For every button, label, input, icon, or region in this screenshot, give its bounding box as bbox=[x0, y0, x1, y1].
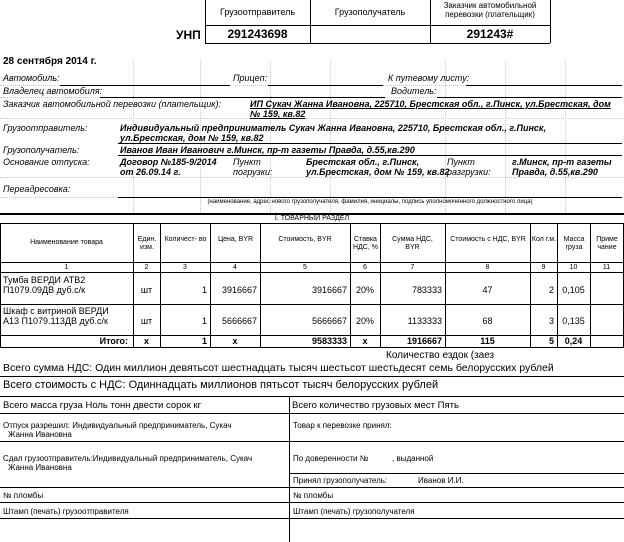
received-by-name: Иванов И.И. bbox=[418, 476, 464, 485]
places-total-words: Всего количество грузовых мест Пять bbox=[292, 400, 459, 411]
power-of-attorney-label: По доверенности № bbox=[293, 454, 369, 463]
col-number: 8 bbox=[485, 264, 490, 271]
row-vat-rate: 20% bbox=[355, 285, 374, 295]
row-name-line1: Тумба ВЕРДИ АТВ2 bbox=[3, 275, 86, 285]
cost-total-words: Всего стоимость с НДС: Одиннадцать миллионов пятьсот тысяч белорусских рублей bbox=[3, 379, 439, 391]
totals-label: Итого: bbox=[99, 336, 128, 346]
label-waybill: К путевому листу: bbox=[388, 73, 470, 83]
col-number: 3 bbox=[183, 264, 187, 271]
row-qty: 1 bbox=[201, 285, 207, 295]
col-mass: Масса груза bbox=[563, 236, 585, 251]
label-driver: Водитель: bbox=[391, 86, 437, 96]
release-allowed-line2: Жанна Ивановна bbox=[8, 430, 72, 439]
grid-line bbox=[565, 60, 566, 215]
value-consignee: Иванов Иван Иванович г.Минск, пр-т газеты Правда, д.55,кв.290 bbox=[120, 145, 415, 155]
unp-label: УНП bbox=[176, 28, 201, 42]
label-unload-point: Пункт разгрузки: bbox=[447, 157, 491, 177]
totals-vat-sum: 1916667 bbox=[406, 336, 442, 346]
label-basis: Основание отпуска: bbox=[3, 157, 90, 167]
mass-total-words: Всего масса груза Ноль тонн двести сорок кг bbox=[3, 400, 202, 411]
label-owner: Владелец автомобиля: bbox=[3, 86, 103, 96]
value-basis-2: от 26.09.14 г. bbox=[120, 167, 181, 177]
row-name-line1: Шкаф с витриной ВЕРДИ bbox=[3, 306, 109, 316]
col-number: 4 bbox=[233, 264, 237, 271]
label-trailer: Прицеп: bbox=[233, 73, 268, 83]
col-qty: Количест- во bbox=[164, 236, 207, 243]
row-name-line2: П1079.09ДВ дуб.с/к bbox=[3, 285, 86, 295]
section-title: I. ТОВАРНЫЙ РАЗДЕЛ bbox=[274, 215, 350, 222]
label-load-point: Пункт погрузки: bbox=[233, 157, 273, 177]
received-by-label: Принял грузополучатель: bbox=[293, 476, 388, 485]
stamp-consignee: Штамп (печать) грузополучателя bbox=[293, 507, 415, 516]
label-readdress: Переадресовка: bbox=[3, 184, 71, 194]
row-places: 3 bbox=[548, 316, 554, 326]
header-customer: Заказчик автомобильной перевозки (плательщик) bbox=[443, 1, 537, 19]
value-shipper-2: ул.Брестская, дом № 159, кв.82 bbox=[120, 133, 264, 143]
goods-accepted-label: Товар к перевозке принял: bbox=[293, 421, 392, 430]
header-shipper: Грузоотправитель bbox=[219, 7, 296, 17]
row-cost: 5666667 bbox=[311, 316, 347, 326]
value-unload-2: Правда, д.55,кв.290 bbox=[512, 167, 598, 177]
issued-label: , выданной bbox=[392, 454, 434, 463]
grid-line bbox=[0, 177, 624, 178]
totals-cost: 9583333 bbox=[311, 336, 347, 346]
label-shipper: Грузоотправитель: bbox=[3, 123, 88, 133]
col-note: Приме чание bbox=[596, 236, 618, 251]
header-consignee: Грузополучатель bbox=[334, 7, 406, 17]
row-places: 2 bbox=[548, 285, 554, 295]
col-unit: Един. изм. bbox=[137, 236, 157, 251]
trips-label: Количество ездок (заез bbox=[386, 350, 495, 361]
col-vat-sum: Сумма НДС, BYR bbox=[392, 236, 433, 251]
totals-places: 5 bbox=[548, 336, 554, 346]
totals-qty: 1 bbox=[201, 336, 207, 346]
totals-unit: x bbox=[143, 336, 149, 346]
row-total: 47 bbox=[482, 285, 493, 295]
row-price: 3916667 bbox=[221, 285, 257, 295]
row-cost: 3916667 bbox=[311, 285, 347, 295]
col-number: 5 bbox=[303, 264, 307, 271]
value-load-2: ул.Брестская, дом № 159, кв.82 bbox=[306, 167, 450, 177]
unp-shipper: 291243698 bbox=[227, 27, 288, 41]
value-customer-1: ИП Сукач Жанна Ивановна, 225710, Брестская обл., г.Пинск, ул.Брестская, дом bbox=[250, 99, 611, 109]
seal-number-consignee: № пломбы bbox=[293, 491, 334, 500]
row-mass: 0,135 bbox=[562, 316, 585, 326]
value-customer-2: № 159, кв.82 bbox=[250, 109, 306, 119]
readdress-hint: (наименование, адрес нового грузополучателя, фамилия, инициалы, подпись уполномоченного должностного лица) bbox=[207, 199, 533, 205]
row-mass: 0,105 bbox=[562, 285, 585, 295]
grid-line bbox=[445, 60, 446, 215]
unp-customer: 291243# bbox=[466, 27, 514, 41]
row-qty: 1 bbox=[201, 316, 207, 326]
col-number: 6 bbox=[363, 264, 367, 271]
row-vat-sum: 1133333 bbox=[407, 316, 442, 326]
totals-total: 115 bbox=[480, 336, 495, 346]
document-date: 28 сентября 2014 г. bbox=[3, 56, 97, 67]
label-consignee: Грузополучатель: bbox=[3, 145, 80, 155]
value-basis-1: Договор №185-9/2014 bbox=[120, 157, 217, 167]
shipped-by-line2: Жанна Ивановна bbox=[8, 463, 72, 472]
release-allowed-line1: Отпуск разрешил: Индивидуальный предприниматель, Сукач bbox=[3, 421, 232, 430]
seal-number-shipper: № пломбы bbox=[3, 491, 44, 500]
totals-mass: 0,24 bbox=[564, 336, 583, 346]
row-name-line2: А13 П1079.113ДВ дуб.с/к bbox=[3, 316, 108, 326]
col-total: Стоимость с НДС, BYR bbox=[450, 236, 526, 243]
col-number: 11 bbox=[602, 264, 611, 271]
row-vat-sum: 783333 bbox=[411, 285, 442, 295]
totals-vat-rate: x bbox=[362, 336, 368, 346]
row-vat-rate: 20% bbox=[355, 316, 374, 326]
row-price: 5666667 bbox=[221, 316, 257, 326]
stamp-shipper: Штамп (печать) грузоотправителя bbox=[3, 507, 129, 516]
grid-line bbox=[505, 60, 506, 215]
col-number: 2 bbox=[144, 264, 149, 271]
value-load-1: Брестская обл., г.Пинск, bbox=[306, 157, 420, 167]
value-unload-1: г.Минск, пр-т газеты bbox=[512, 157, 612, 167]
col-number: 10 bbox=[569, 264, 578, 271]
grid-line bbox=[270, 60, 271, 215]
row-unit: шт bbox=[140, 285, 153, 295]
value-shipper-1: Индивидуальный предприниматель Сукач Жанна Ивановна, 225710, Брестская обл., г.Пинск, bbox=[120, 123, 546, 133]
row-unit: шт bbox=[140, 316, 153, 326]
col-name: Наименование товара bbox=[30, 239, 103, 246]
col-price: Цена, BYR bbox=[217, 236, 254, 243]
col-number: 9 bbox=[541, 264, 546, 271]
shipped-by-line1: Сдал грузоотправитель:Индивидуальный предприниматель, Сукач bbox=[3, 454, 253, 463]
label-car: Автомобиль: bbox=[3, 73, 60, 83]
col-places: Кол г.м. bbox=[531, 236, 557, 243]
col-cost: Стоимость, BYR bbox=[278, 236, 332, 243]
grid-line bbox=[330, 60, 331, 215]
col-number: 1 bbox=[64, 264, 69, 271]
col-vat-rate: Ставка НДС, % bbox=[353, 236, 378, 251]
grid-line bbox=[0, 118, 624, 119]
totals-price: x bbox=[232, 336, 238, 346]
label-customer: Заказчик автомобильной перевозки (плательщик): bbox=[3, 99, 221, 109]
col-number: 7 bbox=[410, 264, 415, 271]
vat-total-words: Всего сумма НДС: Один миллион девятьсот шестнадцать тысяч шестьсот шестьдесят семь белорусских рублей bbox=[3, 362, 554, 374]
row-total: 68 bbox=[482, 316, 493, 326]
